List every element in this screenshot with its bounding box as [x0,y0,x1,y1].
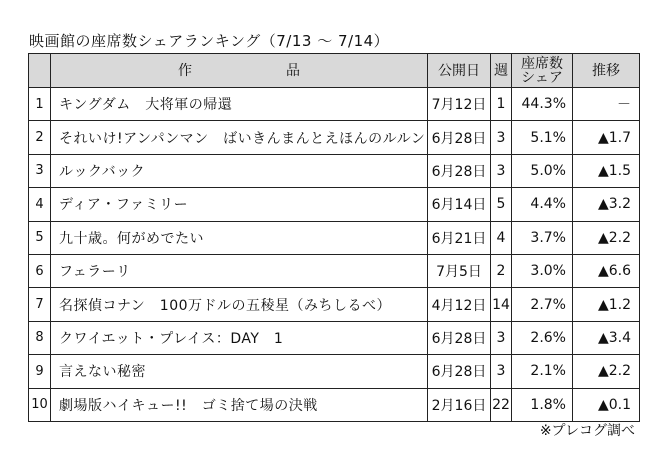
rank-header [29,54,51,88]
weeks-cell: 22 [491,388,512,421]
weeks-cell: 3 [491,321,512,354]
title-cell: 名探偵コナン 100万ドルの五稜星（みちしるべ） [51,288,428,321]
share-cell: 2.7% [512,288,573,321]
header-row [29,54,640,88]
title-header: 作 品 [51,54,428,88]
weeks-cell: 3 [491,154,512,187]
page-title: 映画館の座席数シェアランキング（7/13 ～ 7/14） [29,32,390,50]
weeks-cell: 14 [491,288,512,321]
trend-cell: ▲2.2 [573,355,640,388]
share-cell: 3.0% [512,254,573,287]
title-cell: 劇場版ハイキュー!! ゴミ捨て場の決戦 [51,388,428,421]
table-row [29,121,640,154]
trend-cell: ▲3.4 [573,321,640,354]
release-cell: 6月28日 [428,154,491,187]
release-cell: 7月5日 [428,254,491,287]
trend-cell: ▲0.1 [573,388,640,421]
weeks-cell: 5 [491,188,512,221]
rank-cell: 6 [29,254,51,287]
trend-cell: ▲1.7 [573,121,640,154]
trend-cell: ▲6.6 [573,254,640,287]
table-row [29,321,640,354]
ranking-table [28,53,640,422]
release-cell: 6月28日 [428,121,491,154]
weeks-cell: 2 [491,254,512,287]
trend-cell: ▲3.2 [573,188,640,221]
trend-cell: － [573,88,640,121]
share-cell: 3.7% [512,221,573,254]
title-cell: ディア・ファミリー [51,188,428,221]
table-row [29,355,640,388]
share-cell: 1.8% [512,388,573,421]
weeks-cell: 4 [491,221,512,254]
weeks-header: 週 [491,54,512,88]
table-row [29,88,640,121]
weeks-cell: 3 [491,121,512,154]
table-row [29,154,640,187]
release-cell: 4月12日 [428,288,491,321]
release-cell: 6月28日 [428,321,491,354]
rank-cell: 4 [29,188,51,221]
share-cell: 2.6% [512,321,573,354]
rank-cell: 1 [29,88,51,121]
release-cell: 7月12日 [428,88,491,121]
share-cell: 2.1% [512,355,573,388]
title-cell: ルックバック [51,154,428,187]
share-cell: 44.3% [512,88,573,121]
table-row [29,288,640,321]
title-cell: それいけ!アンパンマン ばいきんまんとえほんのルルン [51,121,428,154]
trend-cell: ▲2.2 [573,221,640,254]
share-header-text: 座席数 シェア [521,55,563,86]
table-row [29,221,640,254]
title-cell: 九十歳。何がめでたい [51,221,428,254]
title-cell: フェラーリ [51,254,428,287]
weeks-cell: 1 [491,88,512,121]
release-cell: 6月28日 [428,355,491,388]
trend-header: 推移 [573,54,640,88]
share-header [512,54,573,88]
release-cell: 2月16日 [428,388,491,421]
weeks-cell: 3 [491,355,512,388]
title-cell: クワイエット・プレイス：DAY 1 [51,321,428,354]
rank-cell: 7 [29,288,51,321]
share-cell: 5.1% [512,121,573,154]
title-cell: 言えない秘密 [51,355,428,388]
rank-cell: 3 [29,154,51,187]
source-note: ※プレコグ調べ [539,423,635,439]
rank-cell: 8 [29,321,51,354]
release-header: 公開日 [428,54,491,88]
trend-cell: ▲1.2 [573,288,640,321]
table-row [29,388,640,421]
rank-cell: 5 [29,221,51,254]
release-cell: 6月14日 [428,188,491,221]
table-row [29,254,640,287]
share-cell: 5.0% [512,154,573,187]
rank-cell: 2 [29,121,51,154]
share-cell: 4.4% [512,188,573,221]
title-cell: キングダム 大将軍の帰還 [51,88,428,121]
trend-cell: ▲1.5 [573,154,640,187]
rank-cell: 9 [29,355,51,388]
table-row [29,188,640,221]
release-cell: 6月21日 [428,221,491,254]
rank-cell: 10 [29,388,51,421]
